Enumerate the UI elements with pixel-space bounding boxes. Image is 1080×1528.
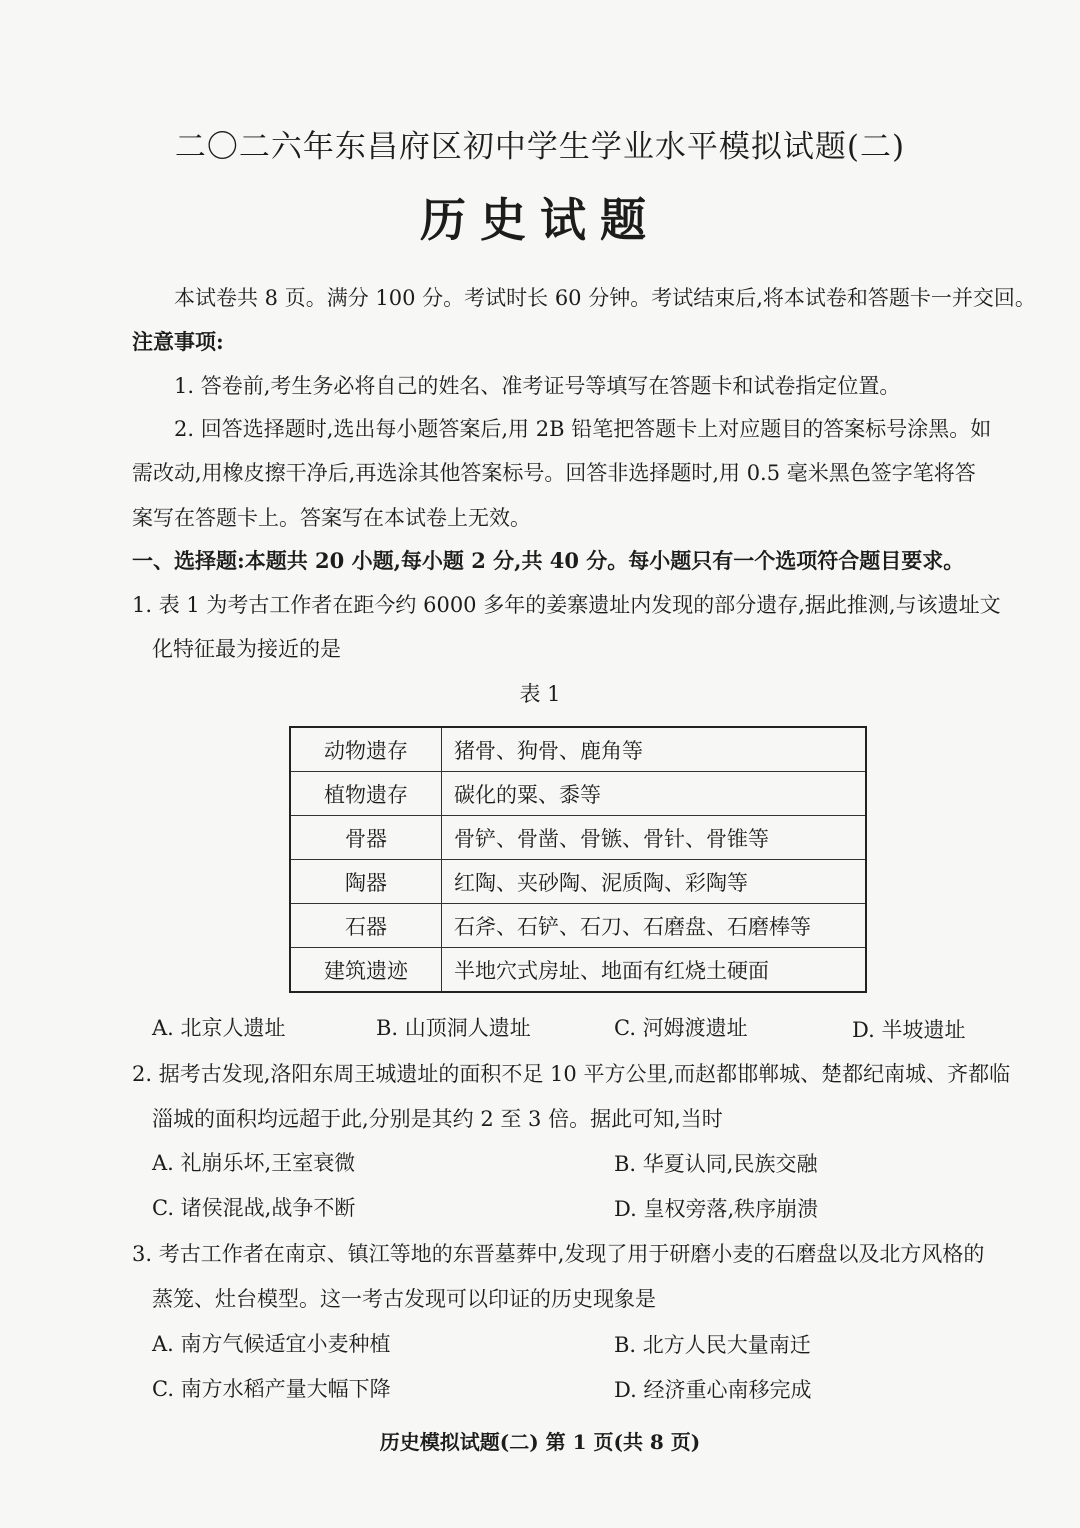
notice-heading: 注意事项: [132, 329, 224, 354]
table-cell-items: 石斧、石铲、石刀、石磨盘、石磨棒等 [442, 904, 867, 948]
table-row [290, 904, 866, 948]
table-cell-items: 碳化的粟、黍等 [442, 772, 867, 816]
q3-stem-line-1: 3. 考古工作者在南京、镇江等地的东晋墓葬中,发现了用于研磨小麦的石磨盘以及北方风格的 [132, 1242, 985, 1266]
table-cell-items: 半地穴式房址、地面有红烧土硬面 [442, 948, 867, 993]
table-cell-category: 陶器 [290, 860, 442, 904]
section-heading: 一、选择题:本题共 20 小题,每小题 2 分,共 40 分。每小题只有一个选项符合题目要求。 [132, 548, 965, 573]
table-row [290, 948, 866, 993]
table-row [290, 727, 866, 772]
q3-option-b: B. 北方人民大量南迁 [614, 1333, 811, 1357]
table-row [290, 860, 866, 904]
exam-title: 二〇二六年东昌府区初中学生学业水平模拟试题(二) [174, 129, 906, 165]
subject-title: 历史试题 [420, 193, 660, 247]
table-row [290, 816, 866, 860]
notice-item-1: 1. 答卷前,考生务必将自己的姓名、准考证号等填写在答题卡和试卷指定位置。 [174, 374, 901, 398]
q3-option-a: A. 南方气候适宜小麦种植 [152, 1332, 391, 1356]
q2-option-a: A. 礼崩乐坏,王室衰微 [152, 1151, 356, 1175]
notice-item-2-line-2: 需改动,用橡皮擦干净后,再选涂其他答案标号。回答非选择题时,用 0.5 毫米黑色签字笔将答 [132, 461, 976, 485]
table-cell-items: 红陶、夹砂陶、泥质陶、彩陶等 [442, 860, 867, 904]
q1-option-a: A. 北京人遗址 [152, 1016, 286, 1040]
q1-option-c: C. 河姆渡遗址 [614, 1016, 748, 1040]
table-cell-category: 骨器 [290, 816, 442, 860]
q1-stem-line-1: 1. 表 1 为考古工作者在距今约 6000 多年的姜寨遗址内发现的部分遗存,据此推测,与该遗址文 [132, 593, 1001, 617]
q3-option-d: D. 经济重心南移完成 [614, 1378, 812, 1402]
q1-option-d: D. 半坡遗址 [852, 1018, 966, 1042]
q1-option-b: B. 山顶洞人遗址 [376, 1016, 531, 1040]
q2-stem-line-1: 2. 据考古发现,洛阳东周王城遗址的面积不足 10 平方公里,而赵都邯郸城、楚都纪南城、齐都临 [132, 1062, 1011, 1086]
artifact-table [289, 726, 867, 993]
q3-stem-line-2: 蒸笼、灶台模型。这一考古发现可以印证的历史现象是 [152, 1287, 656, 1311]
page-footer: 历史模拟试题(二) 第 1 页(共 8 页) [379, 1430, 701, 1454]
table-cell-category: 动物遗存 [290, 727, 442, 772]
intro-text: 本试卷共 8 页。满分 100 分。考试时长 60 分钟。考试结束后,将本试卷和答题卡一并交回。 [174, 286, 1036, 310]
notice-item-2-line-3: 案写在答题卡上。答案写在本试卷上无效。 [132, 506, 531, 530]
table-cell-category: 石器 [290, 904, 442, 948]
q2-stem-line-2: 淄城的面积均远超于此,分别是其约 2 至 3 倍。据此可知,当时 [152, 1107, 723, 1131]
q3-option-c: C. 南方水稻产量大幅下降 [152, 1377, 391, 1401]
table-cell-items: 猪骨、狗骨、鹿角等 [442, 727, 867, 772]
q1-stem-line-2: 化特征最为接近的是 [152, 637, 341, 661]
q2-option-b: B. 华夏认同,民族交融 [614, 1152, 818, 1176]
q2-option-d: D. 皇权旁落,秩序崩溃 [614, 1197, 819, 1221]
table-row [290, 772, 866, 816]
notice-item-2-line-1: 2. 回答选择题时,选出每小题答案后,用 2B 铅笔把答题卡上对应题目的答案标号涂黑。如 [174, 417, 992, 441]
q2-option-c: C. 诸侯混战,战争不断 [152, 1196, 356, 1220]
table-cell-category: 建筑遗迹 [290, 948, 442, 993]
table-cell-category: 植物遗存 [290, 772, 442, 816]
table-caption: 表 1 [519, 682, 561, 706]
table-cell-items: 骨铲、骨凿、骨镞、骨针、骨锥等 [442, 816, 867, 860]
